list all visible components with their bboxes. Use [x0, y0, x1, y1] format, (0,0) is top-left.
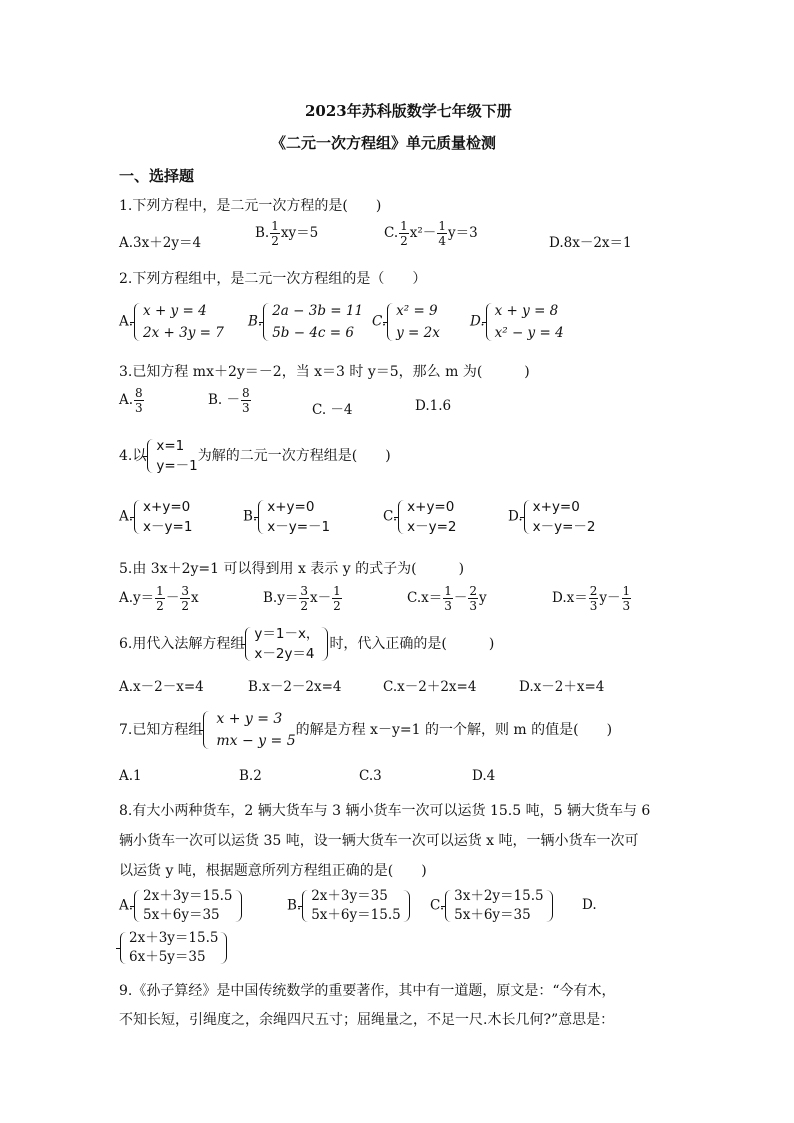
q3-option-d: D.1.6	[415, 398, 452, 414]
q7-option-a: A.1	[119, 768, 142, 784]
q7-option-c: C.3	[359, 768, 382, 784]
q5-option-c: C.x＝ $\frac{1}{3}$ － $\frac{2}{3}$ y	[407, 584, 487, 613]
q4-option-a: A. x+y=0 x－y=1	[119, 499, 193, 535]
q4-option-d: D. x+y=0 x－y=－2	[508, 499, 596, 535]
page-subtitle: 《二元一次方程组》单元质量检测	[271, 134, 497, 152]
q1-option-b: B. $\frac{1}{2}$ xy＝5	[255, 219, 319, 248]
question-9-line-2: 不知长短，引绳度之，余绳四尺五寸；屈绳量之，不足一尺.木长几何?”意思是：	[119, 1012, 615, 1028]
q7-option-d: D.4	[472, 768, 496, 784]
question-7-stem: 7.已知方程组 x + y = 3 mx − y = 5 的解是方程 x－y=1 的一个解，则 m 的值是( )	[119, 708, 612, 752]
q3-option-c: C. －4	[312, 402, 353, 418]
q3-option-a: A. $\frac{8}{3}$	[119, 386, 143, 415]
q2-option-b: B. 2a − 3b = 11 5b − 4c = 6	[248, 300, 363, 344]
q8-option-d-label: D.	[582, 897, 597, 913]
q8-option-b: B. 2x＋3y＝35 5x＋6y＝15.5	[287, 887, 411, 925]
q4-option-b: B. x+y=0 x－y=－1	[243, 499, 331, 535]
q4-option-c: C. x+y=0 x－y=2	[383, 499, 457, 535]
question-8-line-2: 辆小货车一次可以运货 35 吨，设一辆大货车一次可以运货 x 吨，一辆小货车一次可	[119, 833, 639, 849]
q5-option-d: D.x＝ $\frac{2}{3}$ y－ $\frac{1}{3}$	[552, 584, 631, 613]
question-6-stem: 6.用代入法解方程组 y＝1－x， x－2y＝4 时，代入正确的是( )	[119, 626, 495, 662]
q6-option-c: C.x－2＋2x=4	[383, 679, 477, 695]
question-4-stem: 4.以 x=1 y=－1 为解的二元一次方程组是( )	[119, 438, 391, 474]
question-9-line-1: 9.《孙子算经》是中国传统数学的重要著作，其中有一道题，原文是：“今有木，	[119, 983, 616, 999]
q5-option-b: B.y＝ $\frac{3}{2}$ x－ $\frac{1}{2}$	[263, 584, 341, 613]
q1-option-c: C. $\frac{1}{2}$ x²－ $\frac{1}{4}$ y＝3	[384, 219, 478, 248]
q6-option-b: B.x－2－2x=4	[248, 679, 342, 695]
section-heading: 一、选择题	[119, 167, 195, 185]
page-title: 2023年苏科版数学七年级下册	[305, 102, 512, 120]
q8-option-c: C. 3x＋2y＝15.5 5x＋6y＝35	[430, 887, 554, 925]
q6-option-d: D.x－2＋x=4	[519, 679, 605, 695]
q8-option-d: 2x＋3y＝15.5 6x＋5y＝35	[119, 929, 228, 967]
q5-option-a: A.y＝ $\frac{1}{2}$ － $\frac{3}{2}$ x	[119, 584, 199, 613]
q1-option-a: A.3x＋2y＝4	[119, 235, 202, 251]
q2-option-c: C. x² = 9 y = 2x	[372, 300, 440, 344]
q3-option-b: B. － $\frac{8}{3}$	[208, 386, 250, 415]
question-8-line-1: 8.有大小两种货车，2 辆大货车与 3 辆小货车一次可以运货 15.5 吨，5 辆大货车与 6	[119, 803, 651, 819]
question-5-stem: 5.由 3x＋2y=1 可以得到用 x 表示 y 的式子为( )	[119, 561, 465, 577]
question-8-line-3: 以运货 y 吨，根据题意所列方程组正确的是( )	[119, 863, 427, 879]
q6-option-a: A.x－2－x=4	[119, 679, 204, 695]
q2-option-d: D. x + y = 8 x² − y = 4	[470, 300, 564, 344]
q1-option-d: D.8x－2x＝1	[549, 235, 632, 251]
question-2-stem: 2.下列方程组中，是二元一次方程组的是（ ）	[119, 271, 427, 287]
q8-option-a: A. 2x＋3y＝15.5 5x＋6y＝35	[119, 887, 243, 925]
q7-option-b: B.2	[239, 768, 262, 784]
q2-option-a: A. x + y = 4 2x + 3y = 7	[119, 300, 224, 344]
question-1-stem: 1.下列方程中，是二元一次方程的是( )	[119, 198, 382, 214]
question-3-stem: 3.已知方程 mx＋2y＝－2，当 x＝3 时 y＝5，那么 m 为( )	[119, 364, 530, 380]
